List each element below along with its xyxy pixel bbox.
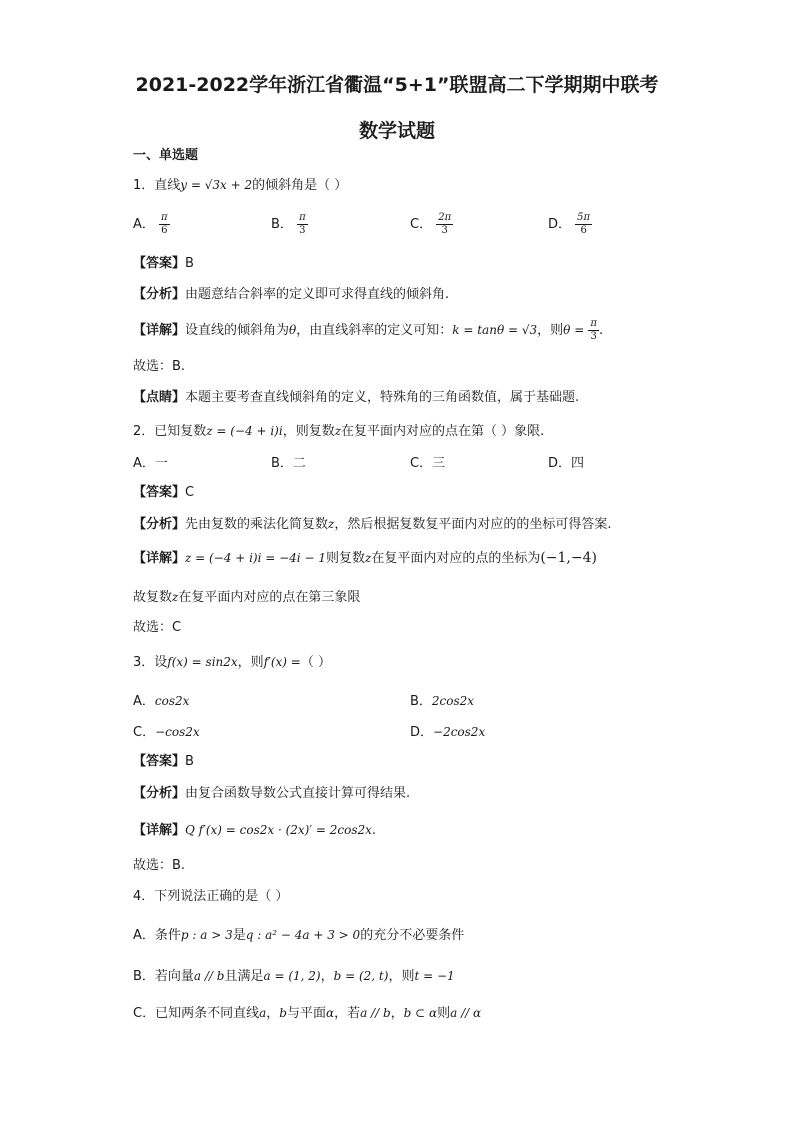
q1-option-c: C． $\frac{2\pi}{3}$ [410, 212, 452, 236]
q1-conclusion: 故选：B. [133, 359, 186, 374]
q2-option-a: A．一 [133, 456, 168, 471]
q1-detail: 【详解】设直线的倾斜角为θ，由直线斜率的定义可知：k = tanθ = √3，则θ = $\frac{\pi}{3}$ . [133, 318, 604, 342]
q2-option-b: B．二 [271, 456, 306, 471]
q2-detail-line2: 故复数z在复平面内对应的点在第三象限 [133, 590, 361, 605]
q3-detail: 【详解】Q f′(x) = cos2x · (2x)′ = 2cos2x. [133, 823, 377, 838]
q2-option-d: D．四 [548, 456, 585, 471]
q2-stem: 2．已知复数z = (−4 + i)i，则复数z在复平面内对应的点在第（ ）象限. [133, 424, 545, 439]
q2-analysis: 【分析】先由复数的乘法化简复数z，然后根据复数复平面内对应的的坐标可得答案. [133, 517, 612, 532]
section-heading: 一、单选题 [133, 148, 199, 163]
q1-option-b: B． $\frac{\pi}{3}$ [271, 212, 306, 236]
q1-stem: 1．直线y = √3x + 2的倾斜角是（ ） [133, 178, 348, 193]
q3-option-a: A．cos2x [133, 694, 190, 709]
q1-note: 【点睛】本题主要考查直线倾斜角的定义，特殊角的三角函数值，属于基础题. [133, 390, 580, 405]
q3-answer: 【答案】B [133, 754, 194, 769]
q1-option-d: D． $\frac{5\pi}{6}$ [548, 212, 591, 236]
q1-option-a: A． $\frac{\pi}{6}$ [133, 212, 168, 236]
page-title: 2021-2022学年浙江省衢温“5+1”联盟高二下学期期中联考 [135, 74, 659, 96]
q4-option-a: A．条件p : a > 3是q : a² − 4a + 3 > 0的充分不必要条件 [133, 928, 465, 943]
q4-option-c: C．已知两条不同直线a，b与平面α，若a // b，b ⊂ α则a // α [133, 1006, 482, 1021]
q1-analysis: 【分析】由题意结合斜率的定义即可求得直线的倾斜角. [133, 287, 450, 302]
q2-option-c: C．三 [410, 456, 446, 471]
q1-answer: 【答案】B [133, 256, 194, 271]
q1-equation: y = √3x + 2 [180, 178, 253, 192]
q3-analysis: 【分析】由复合函数导数公式直接计算可得结果. [133, 786, 411, 801]
q4-option-b: B．若向量a // b且满足a = (1, 2)，b = (2, t)，则t = −1 [133, 969, 455, 984]
q3-conclusion: 故选：B. [133, 858, 186, 873]
q3-option-c: C．−cos2x [133, 725, 200, 740]
q4-stem: 4．下列说法正确的是（ ） [133, 889, 289, 904]
q2-answer: 【答案】C [133, 485, 195, 500]
q2-conclusion: 故选：C [133, 620, 182, 635]
q2-detail: 【详解】z = (−4 + i)i = −4i − 1则复数z在复平面内对应的点的坐标为(−1,−4) [133, 550, 597, 566]
page-subtitle: 数学试题 [358, 120, 435, 142]
q3-option-d: D．−2cos2x [410, 725, 486, 740]
q3-option-b: B．2cos2x [410, 694, 475, 709]
q3-stem: 3．设f(x) = sin2x，则f′(x) =（ ） [133, 655, 331, 670]
